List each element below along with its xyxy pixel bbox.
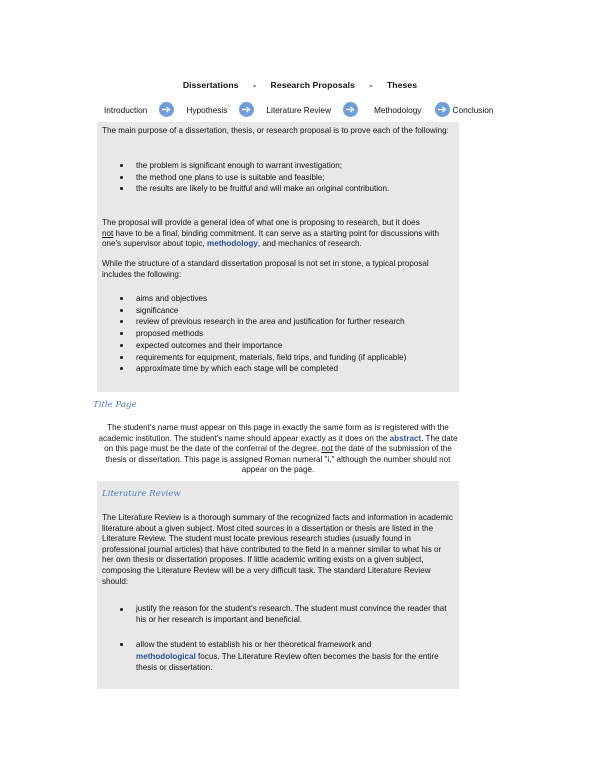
list-item: the method one plans to use is suitable and feasible; (117, 172, 457, 184)
intro-paragraph-3: While the structure of a standard dissertation proposal is not set in stone, a typical proposal includes the following: (102, 259, 429, 279)
arrow-right-icon (343, 102, 358, 117)
title-page-paragraph (94, 423, 462, 476)
nav-item-methodology[interactable]: Methodology (373, 104, 422, 115)
list-item: aims and objectives (117, 293, 457, 305)
header-research-proposals: Research Proposals (270, 80, 355, 90)
list-item: justify the reason for the student's research. The student must convince the reader that his or her research is important and beneficial. (117, 604, 457, 625)
document-header (0, 80, 600, 90)
header-theses: Theses (386, 80, 418, 90)
literature-review-list (117, 604, 457, 625)
list-item: proposed methods (117, 328, 457, 340)
header-separator: - (369, 80, 373, 90)
paragraph-text: allow the student to establish his or her theoretical framework and (136, 640, 372, 649)
paragraph-text: The student's name must appear on this page in exactly the same form as is registered with the academic institution. The student's name should appear exactly as it does on the (98, 423, 449, 443)
literature-review-paragraph: The Literature Review is a thorough summary of the recognized facts and information in academic literature about a given subject. Most cited sources in a dissertation or thesis are listed in the Literature Review. The student must locate previous research studies (usually found in professional journal articles) that have contributed to the field in a manner similar to what his or her own thesis or dissertation proposes. If little academic writing exists on a given subject, composing the Literature Review will be a very difficult task. The standard Literature Review should: (102, 513, 453, 586)
nav-item-introduction[interactable]: Introduction (104, 104, 148, 115)
methodological-link[interactable]: methodological (136, 651, 196, 661)
header-dissertations: Dissertations (182, 80, 239, 90)
paragraph-text: the date of the submission of the thesis or dissertation. This page is assigned Roman numeral "i," although the number should not appear on the page. (105, 444, 452, 475)
list-item: requirements for equipment, materials, field trips, and funding (if applicable) (117, 352, 457, 364)
section-flow-nav (104, 102, 524, 117)
list-item: approximate time by which each stage will be completed (117, 363, 457, 375)
list-item (117, 639, 457, 674)
emphasis-not: not (321, 444, 333, 454)
paragraph-text: The proposal will provide a general idea of what one is proposing to research, but it does (102, 218, 420, 227)
literature-review-heading: Literature Review (102, 489, 181, 499)
arrow-right-icon (159, 102, 174, 117)
list-item: expected outcomes and their importance (117, 340, 457, 352)
paragraph-text: focus. The Literature Review often becomes the basis for the entire thesis or dissertation. (136, 651, 439, 673)
paragraph-text: , and mechanics of research. (257, 239, 362, 249)
abstract-link[interactable]: abstract (389, 433, 422, 443)
arrow-right-icon (239, 102, 254, 117)
intro-paragraph-1: The main purpose of a dissertation, thesis, or research proposal is to prove each of the following: (102, 126, 449, 135)
title-page-heading: Title Page (93, 400, 137, 410)
nav-item-hypothesis[interactable]: Hypothesis (186, 104, 228, 115)
literature-review-list-2 (117, 639, 457, 674)
methodology-link[interactable]: methodology (207, 239, 258, 249)
list-item: the problem is significant enough to warrant investigation; (117, 160, 457, 172)
proposal-contents-list (117, 293, 457, 375)
paragraph-text: have to be a final, binding commitment. It can serve as a starting point for discussions with one's supervisor about topic, (102, 228, 439, 249)
list-item: review of previous research in the area and justification for further research (117, 316, 457, 328)
intro-bullet-list (117, 160, 457, 195)
nav-item-literature-review[interactable]: Literature Review (266, 104, 331, 115)
emphasis-not: not (102, 228, 114, 238)
list-item: significance (117, 305, 457, 317)
list-item: the results are likely to be fruitful and will make an original contribution. (117, 183, 457, 195)
header-separator: - (253, 80, 257, 90)
nav-item-conclusion[interactable]: Conclusion (452, 104, 494, 115)
arrow-right-icon (435, 102, 450, 117)
intro-paragraph-2 (102, 218, 458, 250)
paragraph-text: . The date on this page must be the date of the conferral of the degree, (104, 433, 458, 454)
